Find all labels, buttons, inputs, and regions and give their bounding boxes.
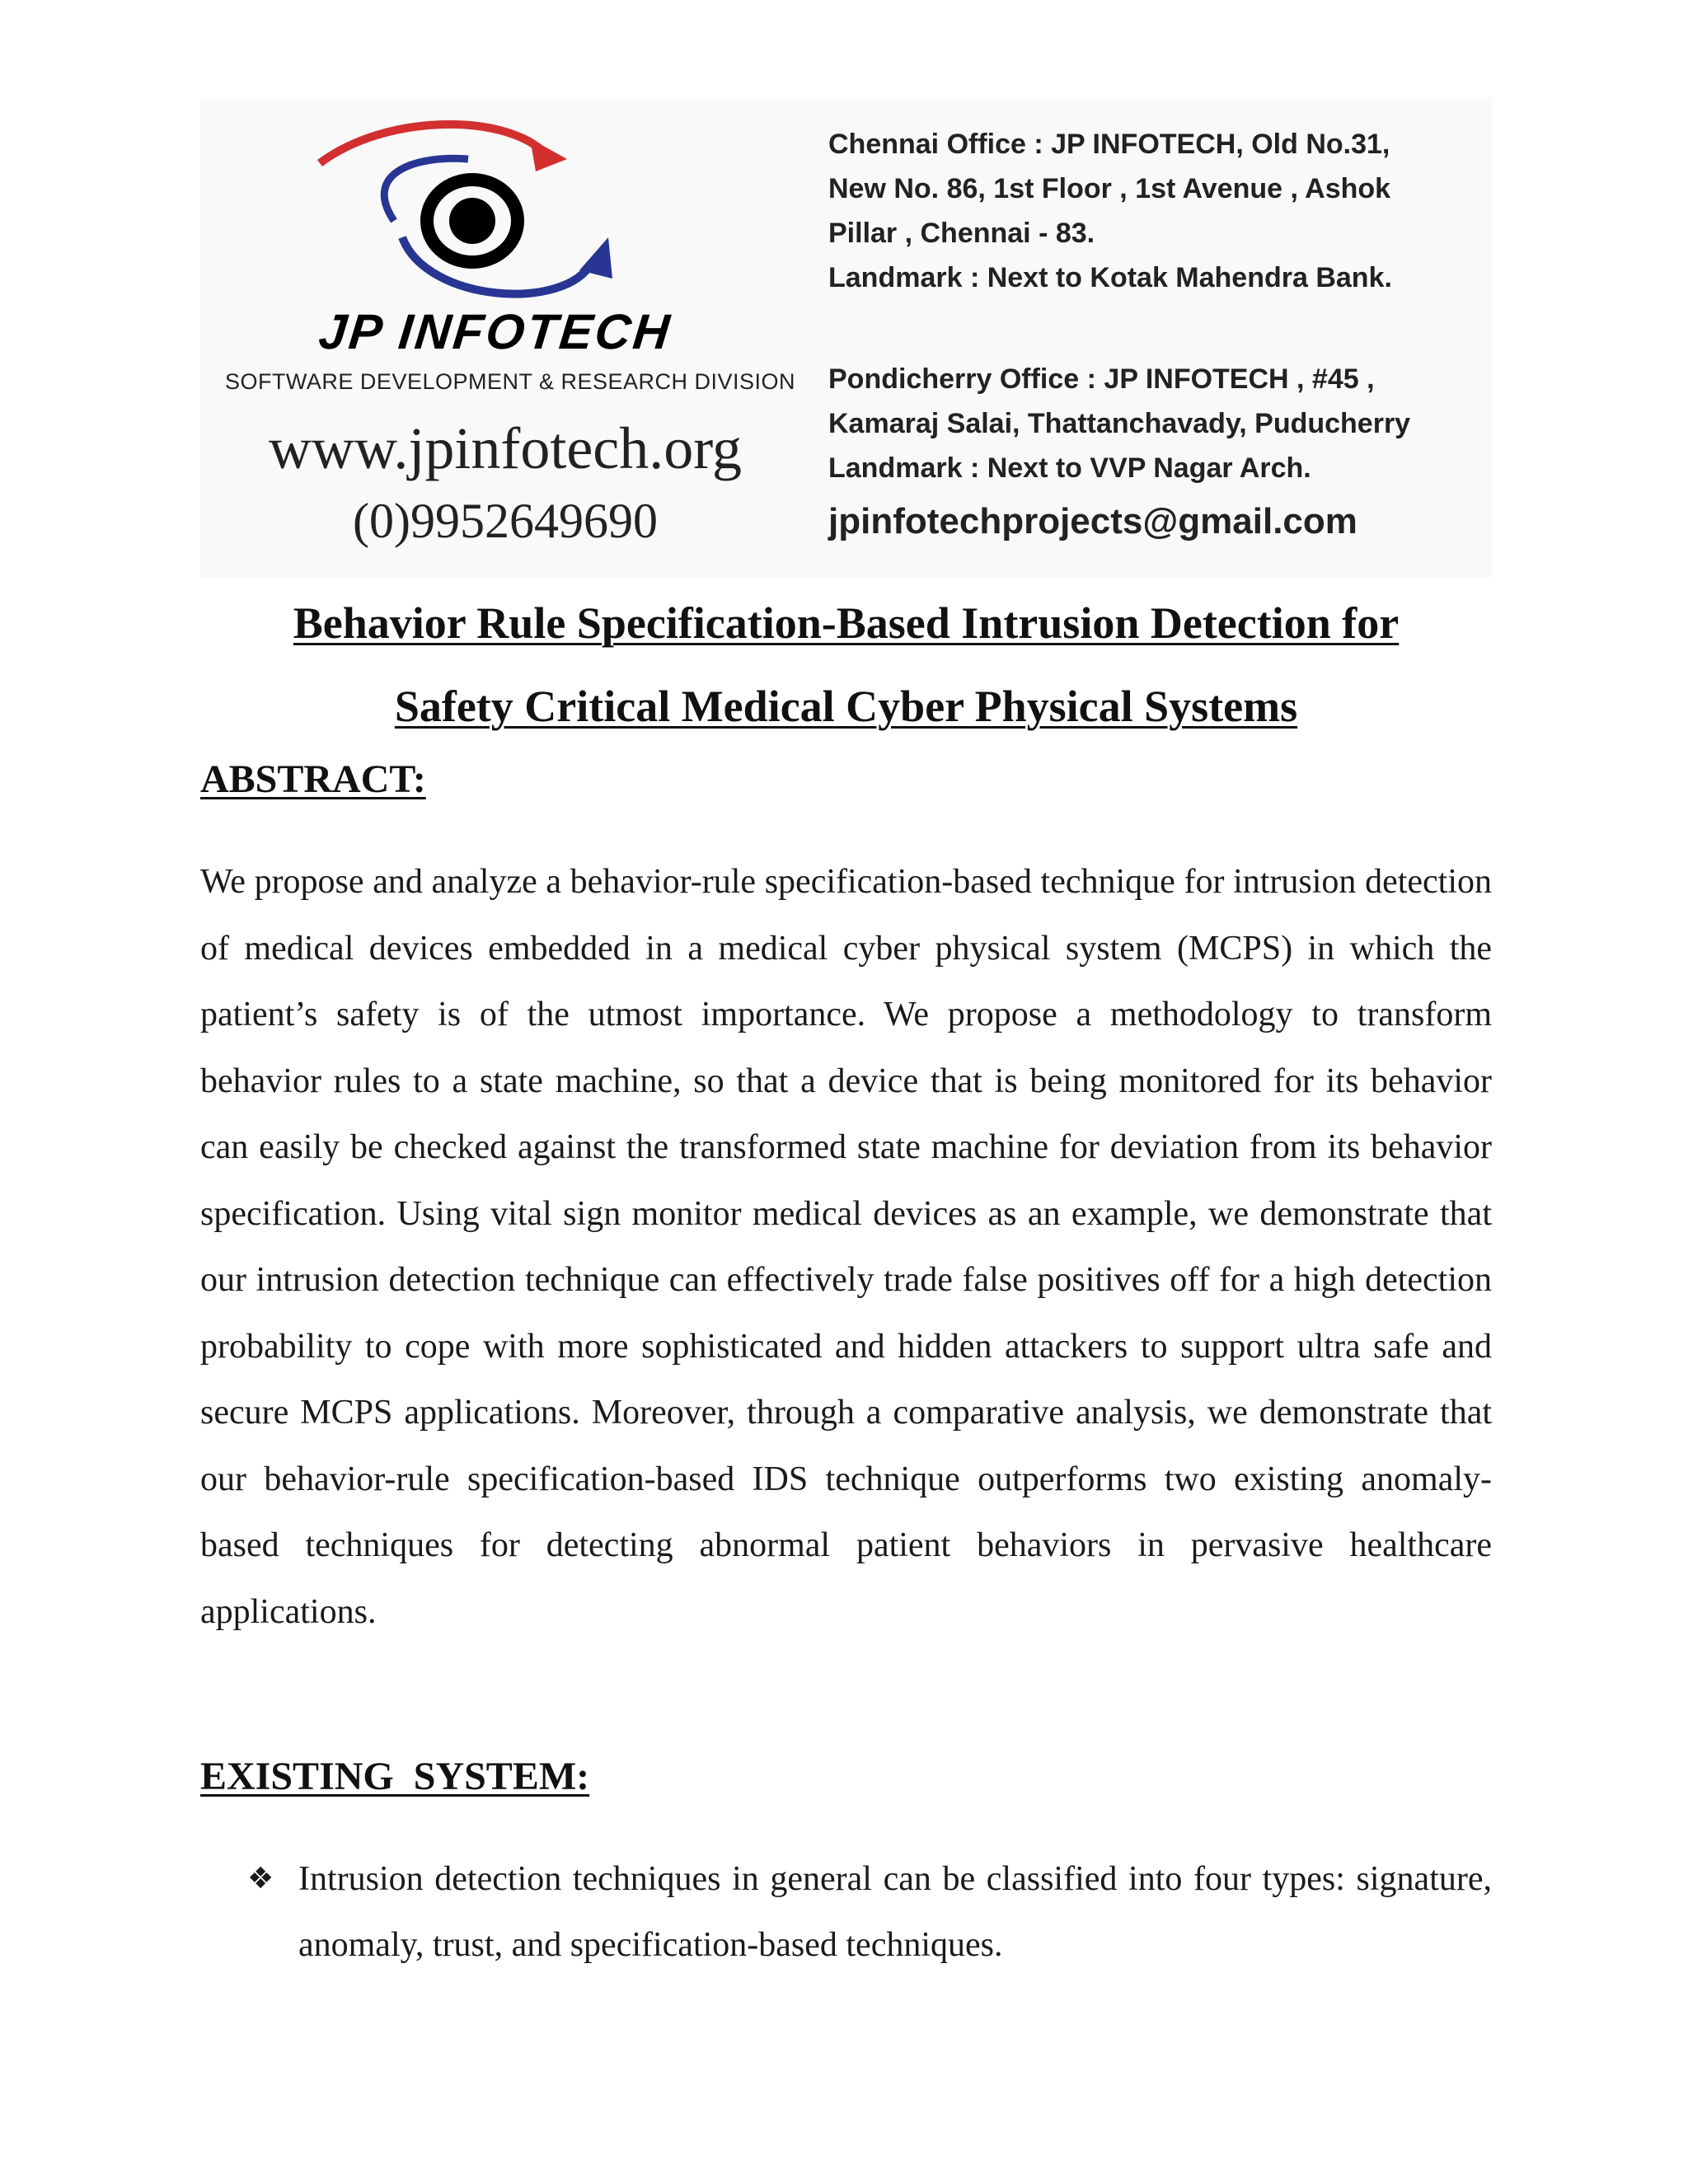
letterhead-header [200, 97, 1492, 578]
existing-system-heading: EXISTING SYSTEM: [200, 1755, 590, 1798]
list-item-text: Intrusion detection techniques in general can be classified into four types: signature, anomaly, trust, and specification-based techniques. [298, 1860, 1492, 1964]
jp-infotech-logo-icon [295, 114, 707, 312]
address-line: New No. 86, 1st Floor , 1st Avenue , Ashok [828, 173, 1391, 204]
address-line: Landmark : Next to VVP Nagar Arch. [828, 452, 1311, 484]
abstract-body: We propose and analyze a behavior-rule specification-based technique for intrusion detection of medical devices embedded in a medical cyber physical system (MCPS) in which the patient’s safety is of the utmost importance. We propose a methodology to transform behavior rules to a state machine, so that a device that is being monitored for its behavior can easily be checked against the transformed state machine for deviation from its behavior specification. Using vital sign monitor medical devices as an example, we demonstrate that our intrusion detection technique can effectively trade false positives off for a high detection probability to cope with more sophisticated and hidden attackers to support ultra safe and secure MCPS applications. Moreover, through a comparative analysis, we demonstrate that our behavior-rule specification-based IDS technique outperforms two existing anomaly-based techniques for detecting abnormal patient behaviors in pervasive healthcare applications. [200, 863, 1492, 1631]
address-line: Pondicherry Office : JP INFOTECH , #45 , [828, 363, 1375, 395]
chennai-office-address [828, 122, 1504, 300]
diamond-bullet-icon: ❖ [247, 1862, 274, 1896]
list-item [247, 1846, 1492, 1978]
pondicherry-office-address [828, 357, 1504, 490]
address-line: Chennai Office : JP INFOTECH, Old No.31, [828, 129, 1390, 160]
abstract-heading: ABSTRACT: [200, 757, 426, 801]
logo-area [200, 97, 810, 578]
phone-number: (0)9952649690 [353, 494, 658, 548]
brand-name: JP INFOTECH [316, 304, 675, 359]
title-line-2: Safety Critical Medical Cyber Physical Systems [394, 682, 1298, 731]
address-line: Landmark : Next to Kotak Mahendra Bank. [828, 262, 1392, 293]
contact-email[interactable]: jpinfotechprojects@gmail.com [828, 501, 1357, 541]
address-line: Kamaraj Salai, Thattanchavady, Puducherry [828, 408, 1411, 439]
document-title [200, 582, 1492, 748]
existing-system-list [247, 1846, 1492, 1978]
website-link[interactable]: www.jpinfotech.org [269, 415, 742, 481]
brand-tagline: SOFTWARE DEVELOPMENT & RESEARCH DIVISION [224, 369, 796, 394]
address-line: Pillar , Chennai - 83. [828, 218, 1095, 249]
title-line-1: Behavior Rule Specification-Based Intrusion Detection for [293, 598, 1400, 648]
